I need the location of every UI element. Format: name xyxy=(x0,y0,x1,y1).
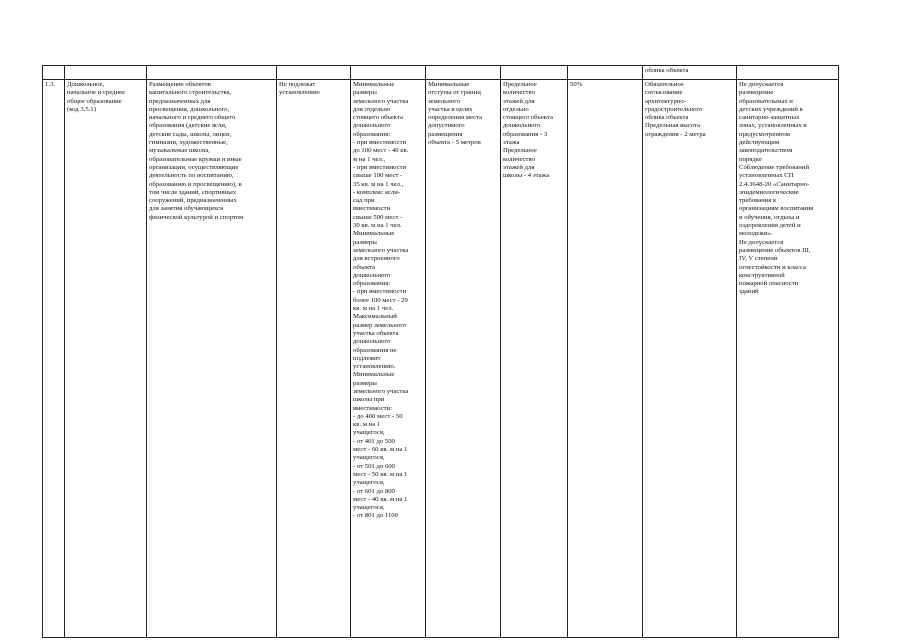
text-line: предназначенных для xyxy=(149,97,211,105)
text-line: для отдельно xyxy=(353,105,391,113)
text-line: подлежит xyxy=(353,354,381,362)
text-line: размеры xyxy=(353,379,377,387)
text-line: Предельная высота xyxy=(645,122,700,130)
text-line: Обязательное xyxy=(645,81,684,88)
setbacks-cell xyxy=(426,80,501,638)
text-line: Минимальные xyxy=(353,230,395,238)
cell-top-7 xyxy=(501,66,568,80)
text-line: Не допускается xyxy=(739,238,784,246)
cell-top-5 xyxy=(351,66,426,80)
table-row xyxy=(43,80,839,638)
text-line: дошкольного xyxy=(353,338,391,346)
text-line: - от 601 до 800 xyxy=(353,487,395,495)
text-line: Соблюдение требований xyxy=(739,163,810,171)
text-line: учащегося, xyxy=(353,504,385,512)
cell-top-9-text: облика объекта xyxy=(645,67,689,74)
text-line: организации, осуществляющие xyxy=(149,163,239,171)
use-name-cell xyxy=(65,80,147,638)
text-line: этажей для xyxy=(503,97,535,105)
text-line: Дошкольное, xyxy=(67,81,105,88)
cell-top-6 xyxy=(426,66,501,80)
text-line: градостроительного xyxy=(645,105,703,113)
text-line: начального и среднего общего xyxy=(149,114,236,122)
text-line: учащегося, xyxy=(353,429,385,437)
text-line: просвещения, дошкольного, xyxy=(149,105,230,113)
text-line: - от 401 до 500 xyxy=(353,437,395,445)
not-subject-cell xyxy=(277,80,351,638)
text-line: кв. м на 1 xyxy=(353,421,381,429)
architecture-cell xyxy=(643,80,737,638)
text-line: учащегося, xyxy=(353,454,385,462)
text-line: количество xyxy=(503,89,535,97)
text-line: зонах, установленных в xyxy=(739,122,807,130)
text-line: участка объекта xyxy=(353,329,399,337)
text-line: образованию и просвещению), в xyxy=(149,180,242,188)
text-line: размещение xyxy=(739,89,774,97)
cell-top-1 xyxy=(43,66,65,80)
cell-top-2 xyxy=(65,66,147,80)
text-line: стоящего объекта xyxy=(503,114,553,122)
cell-top-8 xyxy=(568,66,643,80)
text-line: определения места xyxy=(428,114,483,122)
restrictions-cell xyxy=(737,80,839,638)
plot-sizes-cell xyxy=(351,80,426,638)
text-line: Размещение объектов xyxy=(149,81,211,88)
text-line: (код 3.5.1) xyxy=(67,105,96,113)
text-line: организациям воспитания xyxy=(739,205,814,213)
text-line: детских учреждений в xyxy=(739,105,803,113)
text-line: - при вместимости xyxy=(353,288,407,296)
text-line: объекта - 5 метров xyxy=(428,139,481,147)
text-line: - от 501 до 600 xyxy=(353,462,395,470)
text-line: детские сады, школы, лицеи, xyxy=(149,130,232,138)
row-number-cell xyxy=(43,80,65,638)
text-line: свыше 100 мест - xyxy=(353,172,403,180)
text-line: сад при xyxy=(353,197,375,205)
cell-top-4 xyxy=(277,66,351,80)
text-line: - от 801 до 1100 xyxy=(353,512,398,520)
text-line: эпидемиологические xyxy=(739,188,799,196)
text-line: размеры xyxy=(353,89,377,97)
use-name xyxy=(67,81,144,114)
text-line: архитектурно- xyxy=(645,97,686,105)
text-line: и обучения, отдыха и xyxy=(739,213,800,221)
cell-top-10 xyxy=(737,66,839,80)
row-number: 1.3. xyxy=(45,81,56,88)
plot-sizes-text xyxy=(353,81,423,521)
text-line: размещения xyxy=(428,130,463,138)
use-description-cell xyxy=(147,80,277,638)
text-line: Минимальные xyxy=(353,81,395,88)
text-line: облика объекта xyxy=(645,114,689,122)
text-line: кв. м на 1 чел. xyxy=(353,305,394,313)
text-line: образования: xyxy=(353,130,391,138)
text-line: огнестойкости и класса xyxy=(739,263,806,271)
text-line: дошкольного xyxy=(503,122,541,130)
text-line: мест - 60 кв. м на 1 xyxy=(353,446,408,454)
text-line: размеры xyxy=(353,238,377,246)
text-line: Не допускается xyxy=(739,81,784,88)
text-line: установлению xyxy=(279,89,320,97)
land-use-regulations-table xyxy=(42,65,839,638)
text-line: мест - 50 кв. м на 1 xyxy=(353,470,408,478)
text-line: этажа xyxy=(503,139,520,147)
text-line: ограждения - 2 метра xyxy=(645,130,706,138)
text-line: образования не xyxy=(353,346,397,354)
text-line: санитарно-защитных xyxy=(739,114,800,122)
text-line: физической культурой и спортом xyxy=(149,213,244,221)
text-line: действующим xyxy=(739,139,780,147)
text-line: Минимальные xyxy=(353,371,395,379)
text-line: начальное и среднее xyxy=(67,89,126,97)
text-line: земельного участка xyxy=(353,387,409,395)
text-line: образования: xyxy=(353,280,391,288)
text-line: образовательных и xyxy=(739,97,793,105)
text-line: вместимости xyxy=(353,205,391,213)
text-line: этажей для xyxy=(503,163,535,171)
restrictions-text xyxy=(739,81,836,297)
text-line: предусмотренном xyxy=(739,130,790,138)
text-line: образования - 3 xyxy=(503,130,548,138)
text-line: - до 400 мест - 50 xyxy=(353,412,403,420)
text-line: конструктивной xyxy=(739,271,785,279)
text-line: допустимого xyxy=(428,122,465,130)
text-line: Предельное xyxy=(503,81,537,88)
text-line: для занятия обучающихся xyxy=(149,205,224,213)
text-line: м на 1 чел., xyxy=(353,155,386,163)
not-subject-text xyxy=(279,81,348,98)
text-line: размещение объектов III, xyxy=(739,246,811,254)
text-line: размер земельного xyxy=(353,321,407,329)
coverage-value: 50% xyxy=(570,81,583,88)
text-line: требования к xyxy=(739,197,777,205)
text-line: земельного участка xyxy=(353,97,409,105)
text-line: капитального строительства, xyxy=(149,89,232,97)
text-line: отдельно xyxy=(503,105,529,113)
text-line: школы при xyxy=(353,396,385,404)
text-line: 30 кв. м на 1 чел. xyxy=(353,222,402,230)
text-line: Не подлежат xyxy=(279,81,316,88)
text-line: согласование xyxy=(645,89,683,97)
text-line: образования (детские ясли, xyxy=(149,122,227,130)
text-line: мест - 40 кв. м на 1 xyxy=(353,495,408,503)
coverage-cell xyxy=(568,80,643,638)
text-line: дошкольного xyxy=(353,122,391,130)
text-line: молодежи». xyxy=(739,230,773,238)
cell-top-9 xyxy=(643,66,737,80)
text-line: стоящего объекта xyxy=(353,114,403,122)
floors-text xyxy=(503,81,565,181)
text-line: Предельное xyxy=(503,147,537,155)
text-line: музыкальные школы, xyxy=(149,147,210,155)
text-line: оздоровления детей и xyxy=(739,222,801,230)
text-line: - комплекс ясли- xyxy=(353,188,401,196)
setbacks-text xyxy=(428,81,498,147)
text-line: - при вместимости xyxy=(353,139,407,147)
text-line: деятельность по воспитанию, xyxy=(149,172,234,180)
text-line: школы - 4 этажа xyxy=(503,172,550,180)
text-line: объекта xyxy=(353,263,376,271)
text-line: 35 кв. м на 1 чел., xyxy=(353,180,404,188)
text-line: количество xyxy=(503,155,535,163)
text-line: установленных СП xyxy=(739,172,794,180)
text-line: более 100 мест - 29 xyxy=(353,296,408,304)
text-line: свыше 500 мест - xyxy=(353,213,403,221)
text-line: участка в целях xyxy=(428,105,473,113)
text-line: для встроенного xyxy=(353,255,400,263)
text-line: IV, V степени xyxy=(739,255,778,263)
text-line: Максимальный xyxy=(353,313,397,321)
text-line: дошкольного xyxy=(353,271,391,279)
architecture-text xyxy=(645,81,734,139)
text-line: гимназии, художественные, xyxy=(149,139,228,147)
text-line: Минимальные xyxy=(428,81,470,88)
text-line: пожарной опасности xyxy=(739,280,799,288)
text-line: учащегося, xyxy=(353,479,385,487)
use-description xyxy=(149,81,274,222)
floors-cell xyxy=(501,80,568,638)
cell-top-3 xyxy=(147,66,277,80)
text-line: том числе зданий, спортивных xyxy=(149,188,237,196)
text-line: зданий xyxy=(739,288,759,296)
text-line: 2.4.3648-20 «Санитарно- xyxy=(739,180,810,188)
text-line: общее образование xyxy=(67,97,122,105)
text-line: - при вместимости xyxy=(353,163,407,171)
text-line: вместимости: xyxy=(353,404,392,412)
table-row-top xyxy=(43,66,839,80)
text-line: порядке xyxy=(739,155,762,163)
text-line: установлению. xyxy=(353,363,396,371)
text-line: законодательством xyxy=(739,147,793,155)
text-line: земельного xyxy=(428,97,461,105)
text-line: отступы от границ xyxy=(428,89,481,97)
text-line: образовательные кружки и иные xyxy=(149,155,242,163)
text-line: до 100 мест - 40 кв. xyxy=(353,147,409,155)
text-line: земельного участка xyxy=(353,246,409,254)
text-line: сооружений, предназначенных xyxy=(149,197,237,205)
